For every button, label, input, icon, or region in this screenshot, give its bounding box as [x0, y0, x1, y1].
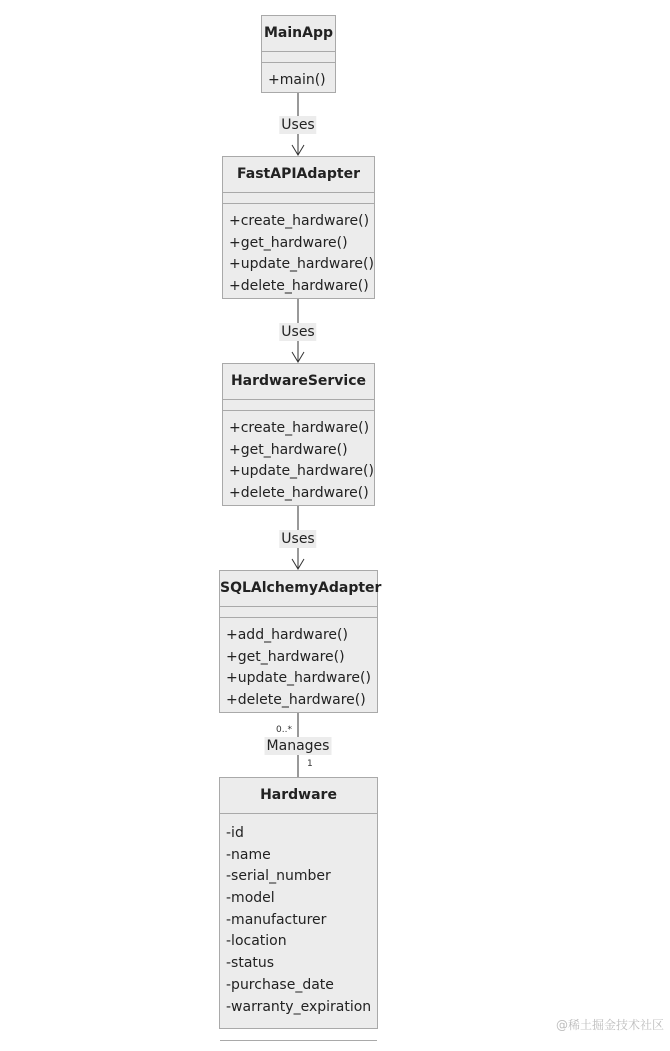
method-item: +delete_hardware() [229, 278, 369, 295]
attribute-item: -location [226, 933, 287, 950]
class-attributes-section [220, 607, 377, 618]
watermark: @稀土掘金技术社区 [555, 1018, 664, 1032]
uses-label-3: Uses [281, 531, 315, 547]
attribute-item: -warranty_expiration [226, 998, 372, 1015]
attribute-item: -purchase_date [226, 976, 334, 993]
method-item: +main() [268, 72, 326, 88]
method-item: +get_hardware() [226, 648, 345, 665]
class-attributes-section [223, 193, 374, 204]
method-item: +update_hardware() [229, 463, 374, 480]
method-item: +get_hardware() [229, 441, 348, 458]
class-name: SQLAlchemyAdapter [220, 571, 377, 607]
method-item: +delete_hardware() [226, 692, 366, 709]
class-sqlalchemyadapter [219, 570, 382, 713]
class-fastapiadapter [222, 156, 375, 299]
attribute-item: -serial_number [226, 868, 331, 885]
method-item: +add_hardware() [226, 627, 348, 643]
class-methods-section [262, 63, 335, 92]
attribute-item: -name [226, 846, 271, 863]
class-name: HardwareService [223, 364, 374, 400]
attribute-item: -status [226, 955, 275, 972]
class-name: MainApp [262, 16, 335, 52]
class-methods-section [220, 618, 377, 712]
class-attributes-section [262, 52, 335, 63]
manages-label: Manages [266, 738, 330, 754]
class-methods-section [223, 204, 374, 298]
method-item: +create_hardware() [229, 420, 370, 436]
class-name: FastAPIAdapter [223, 157, 374, 193]
manages-target-multiplicity: 1 [307, 759, 313, 769]
uses-label-1: Uses [281, 117, 315, 133]
class-methods-section [223, 411, 374, 505]
class-name: Hardware [220, 778, 377, 814]
manages-source-multiplicity: 0..* [276, 725, 292, 735]
method-item: +delete_hardware() [229, 485, 369, 502]
class-hardware [219, 777, 378, 1029]
attribute-item: -model [226, 890, 275, 907]
class-methods-section [220, 1041, 377, 1051]
class-mainapp [261, 15, 336, 93]
method-item: +create_hardware() [229, 213, 370, 229]
method-item: +update_hardware() [226, 670, 371, 687]
attribute-item: -id [226, 825, 244, 841]
method-item: +get_hardware() [229, 234, 348, 251]
class-attributes-section [223, 400, 374, 411]
class-hardwareservice [222, 363, 375, 506]
uses-label-2: Uses [281, 324, 315, 340]
attribute-item: -manufacturer [226, 911, 327, 928]
method-item: +update_hardware() [229, 256, 374, 273]
class-attributes-section [220, 814, 377, 1041]
